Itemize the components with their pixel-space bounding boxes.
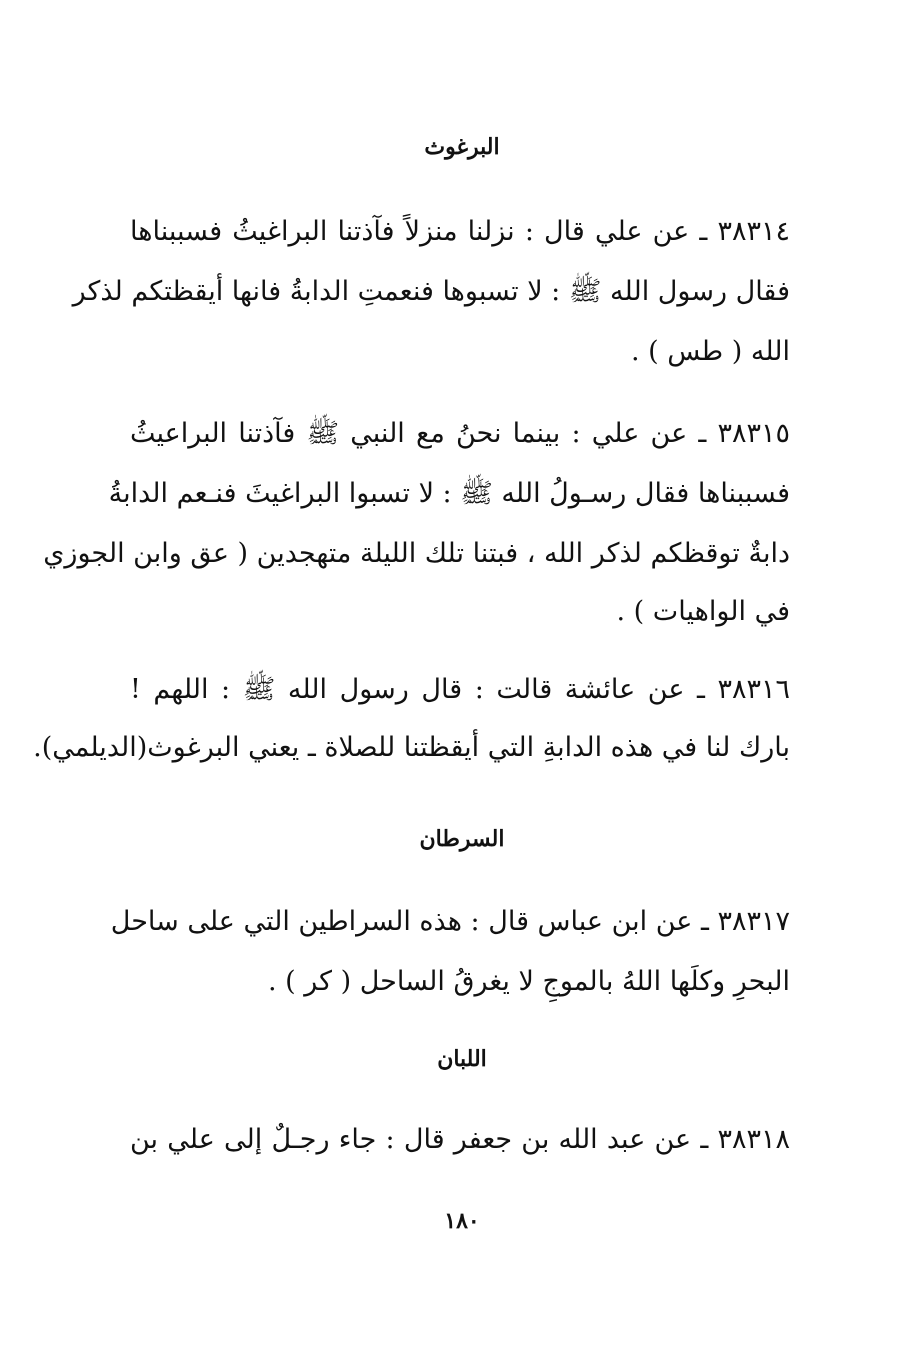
section-heading-baraghith: البرغوث [424,134,500,160]
hadith-38318-line-1: ٣٨٣١٨ ـ عن عبد الله بن جعفر قال : جاء رجـلٌ إلى علي بن [130,1124,790,1155]
hadith-38317-line-1: ٣٨٣١٧ ـ عن ابن عباس قال : هذه السراطين التي على ساحل [110,906,790,937]
hadith-38314-line-2: فقال رسول الله ﷺ : لا تسبوها فنعمتِ الدابةُ فانها أيقظتكم لذكر [72,276,790,307]
hadith-38316-line-2: بارك لنا في هذه الدابةِ التي أيقظتنا للصلاة ـ يعني البرغوث(الديلمي). [33,732,790,763]
hadith-38314-line-1: ٣٨٣١٤ ـ عن علي قال : نزلنا منزلاً فآذتنا البراغيثُ فسببناها [130,216,790,247]
hadith-38317-line-2: البحرِ وكلَها اللهُ بالموجِ لا يغرقُ الساحل ( كر ) . [268,966,790,997]
hadith-38315-line-1: ٣٨٣١٥ ـ عن علي : بينما نحنُ مع النبي ﷺ فآذتنا البراعيثُ [130,418,790,449]
hadith-38314-line-3: الله ( طس ) . [630,336,790,367]
page-number: ١٨٠ [444,1208,480,1234]
hadith-38315-line-2: فسببناها فقال رسـولُ الله ﷺ : لا تسبوا البراغيثَ فنـعم الدابةُ [108,478,790,509]
hadith-38315-line-4: في الواهيات ) . [616,596,790,627]
section-heading-saratan: السرطان [419,826,505,852]
hadith-38316-line-1: ٣٨٣١٦ ـ عن عائشة قالت : قال رسول الله ﷺ : اللهم ! [130,674,790,705]
section-heading-luban: اللبان [437,1046,487,1072]
hadith-38315-line-3: دابةٌ توقظكم لذكر الله ، فبتنا تلك الليلة متهجدين ( عق وابن الجوزي [43,538,790,569]
